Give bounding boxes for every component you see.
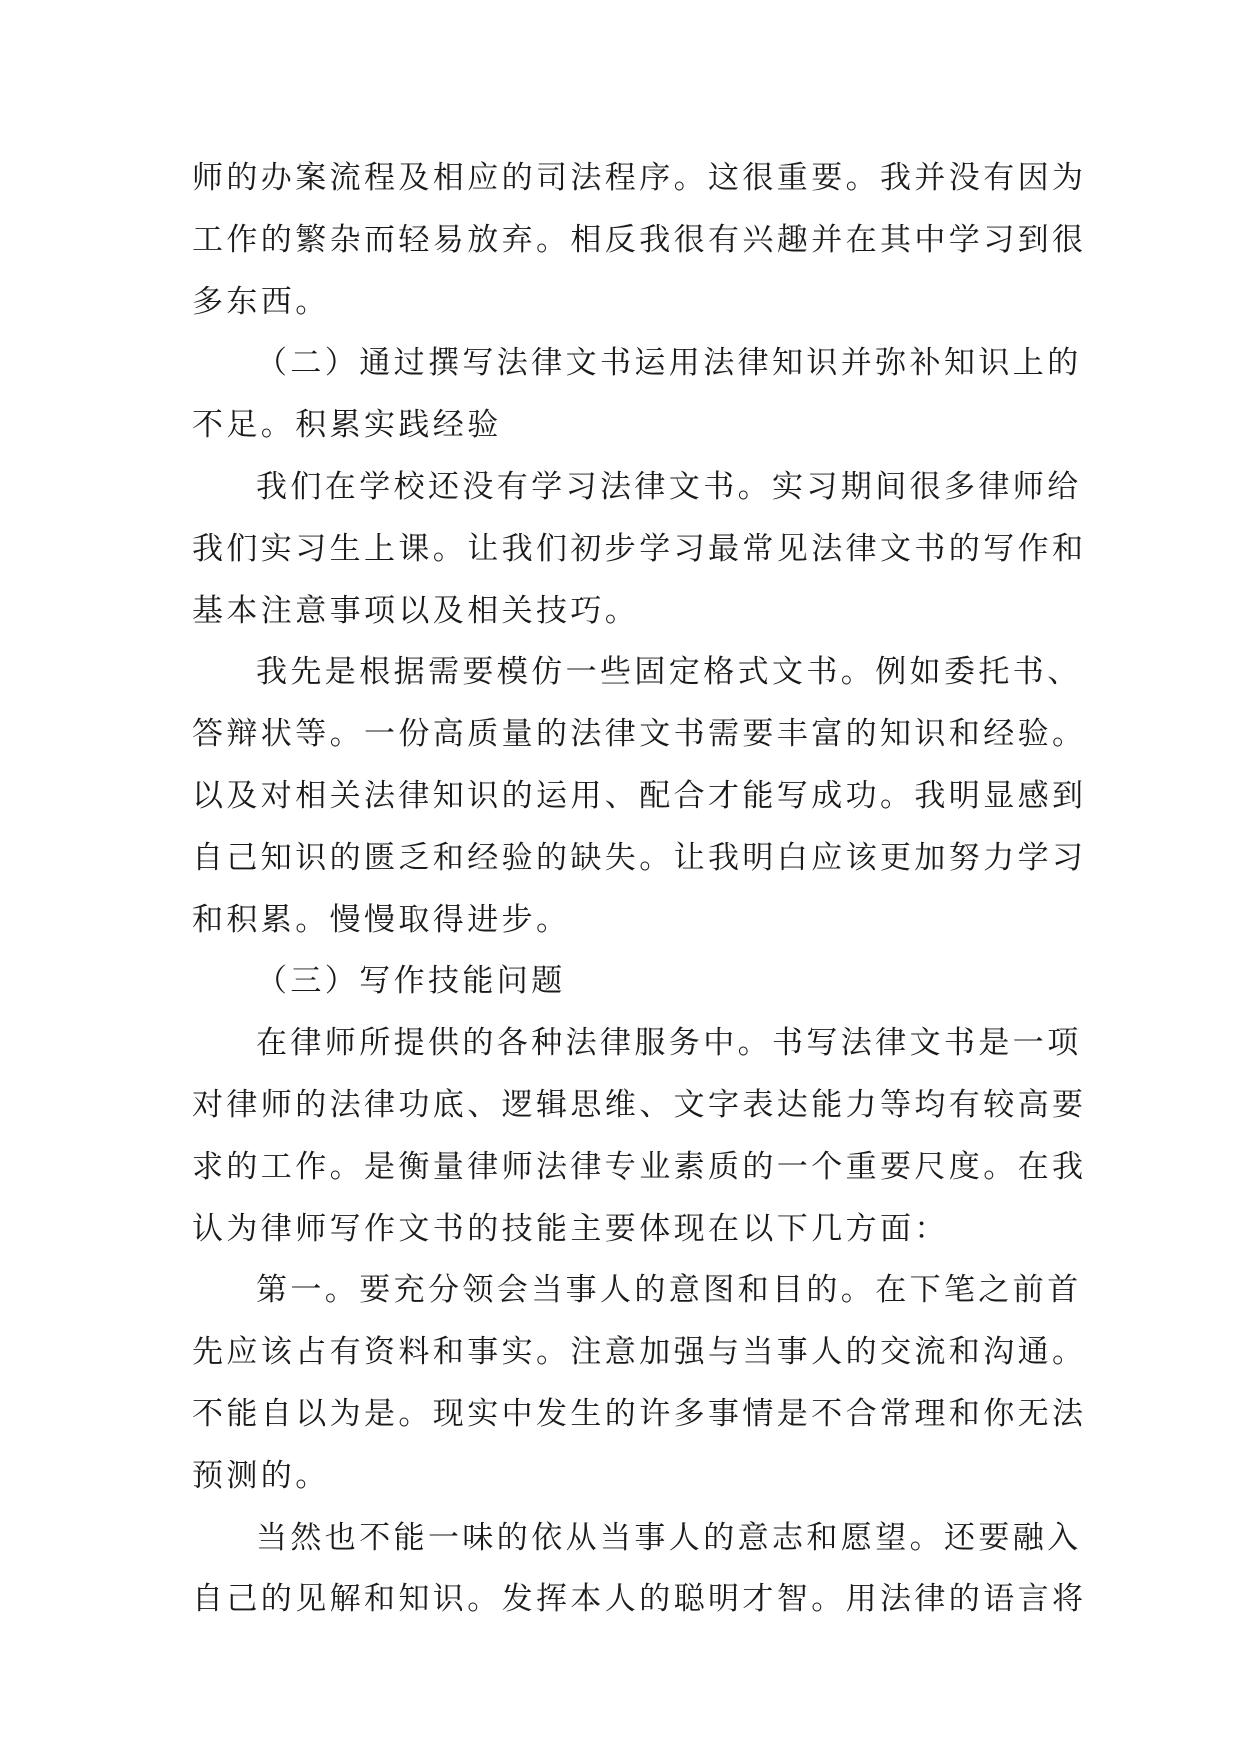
text-line: 认为律师写作文书的技能主要体现在以下几方面： [192, 1210, 949, 1247]
text-line: 基本注意事项以及相关技巧。 [192, 592, 640, 629]
paragraph-start: 我先是根据需要模仿一些固定格式文书。例如委托书、 [256, 654, 1082, 691]
text-line: 先应该占有资料和事实。注意加强与当事人的交流和沟通。 [192, 1334, 1087, 1371]
paragraph-start: 我们在学校还没有学习法律文书。实习期间很多律师给 [256, 468, 1082, 505]
text-line: 以及对相关法律知识的运用、配合才能写成功。我明显感到 [192, 777, 1087, 814]
body-text [192, 148, 1087, 1631]
text-line: 自己的见解和知识。发挥本人的聪明才智。用法律的语言将 [192, 1581, 1087, 1618]
text-line: 答辩状等。一份高质量的法律文书需要丰富的知识和经验。 [192, 716, 1087, 753]
text-line: 师的办案流程及相应的司法程序。这很重要。我并没有因为 [192, 160, 1087, 196]
text-line: 多东西。 [192, 283, 330, 320]
paragraph-start: 第一。要充分领会当事人的意图和目的。在下笔之前首 [256, 1272, 1082, 1309]
section-heading: （二）通过撰写法律文书运用法律知识并弥补知识上的 [256, 345, 1082, 382]
paragraph-start: 当然也不能一味的依从当事人的意志和愿望。还要融入 [256, 1519, 1082, 1556]
text-line: 我们实习生上课。让我们初步学习最常见法律文书的写作和 [192, 530, 1087, 567]
paragraph-start: 在律师所提供的各种法律服务中。书写法律文书是一项 [256, 1025, 1082, 1062]
text-line: 对律师的法律功底、逻辑思维、文字表达能力等均有较高要 [192, 1086, 1087, 1123]
section-heading: （三）写作技能问题 [256, 963, 566, 1000]
section-heading-continued: 不足。积累实践经验 [192, 407, 502, 444]
text-line: 和积累。慢慢取得进步。 [192, 901, 571, 938]
text-line: 工作的繁杂而轻易放弃。相反我很有兴趣并在其中学习到很 [192, 221, 1087, 258]
text-line: 不能自以为是。现实中发生的许多事情是不合常理和你无法 [192, 1395, 1087, 1432]
text-line: 预测的。 [192, 1457, 330, 1494]
text-line: 求的工作。是衡量律师法律专业素质的一个重要尺度。在我 [192, 1148, 1087, 1185]
text-line: 自己知识的匮乏和经验的缺失。让我明白应该更加努力学习 [192, 839, 1087, 876]
